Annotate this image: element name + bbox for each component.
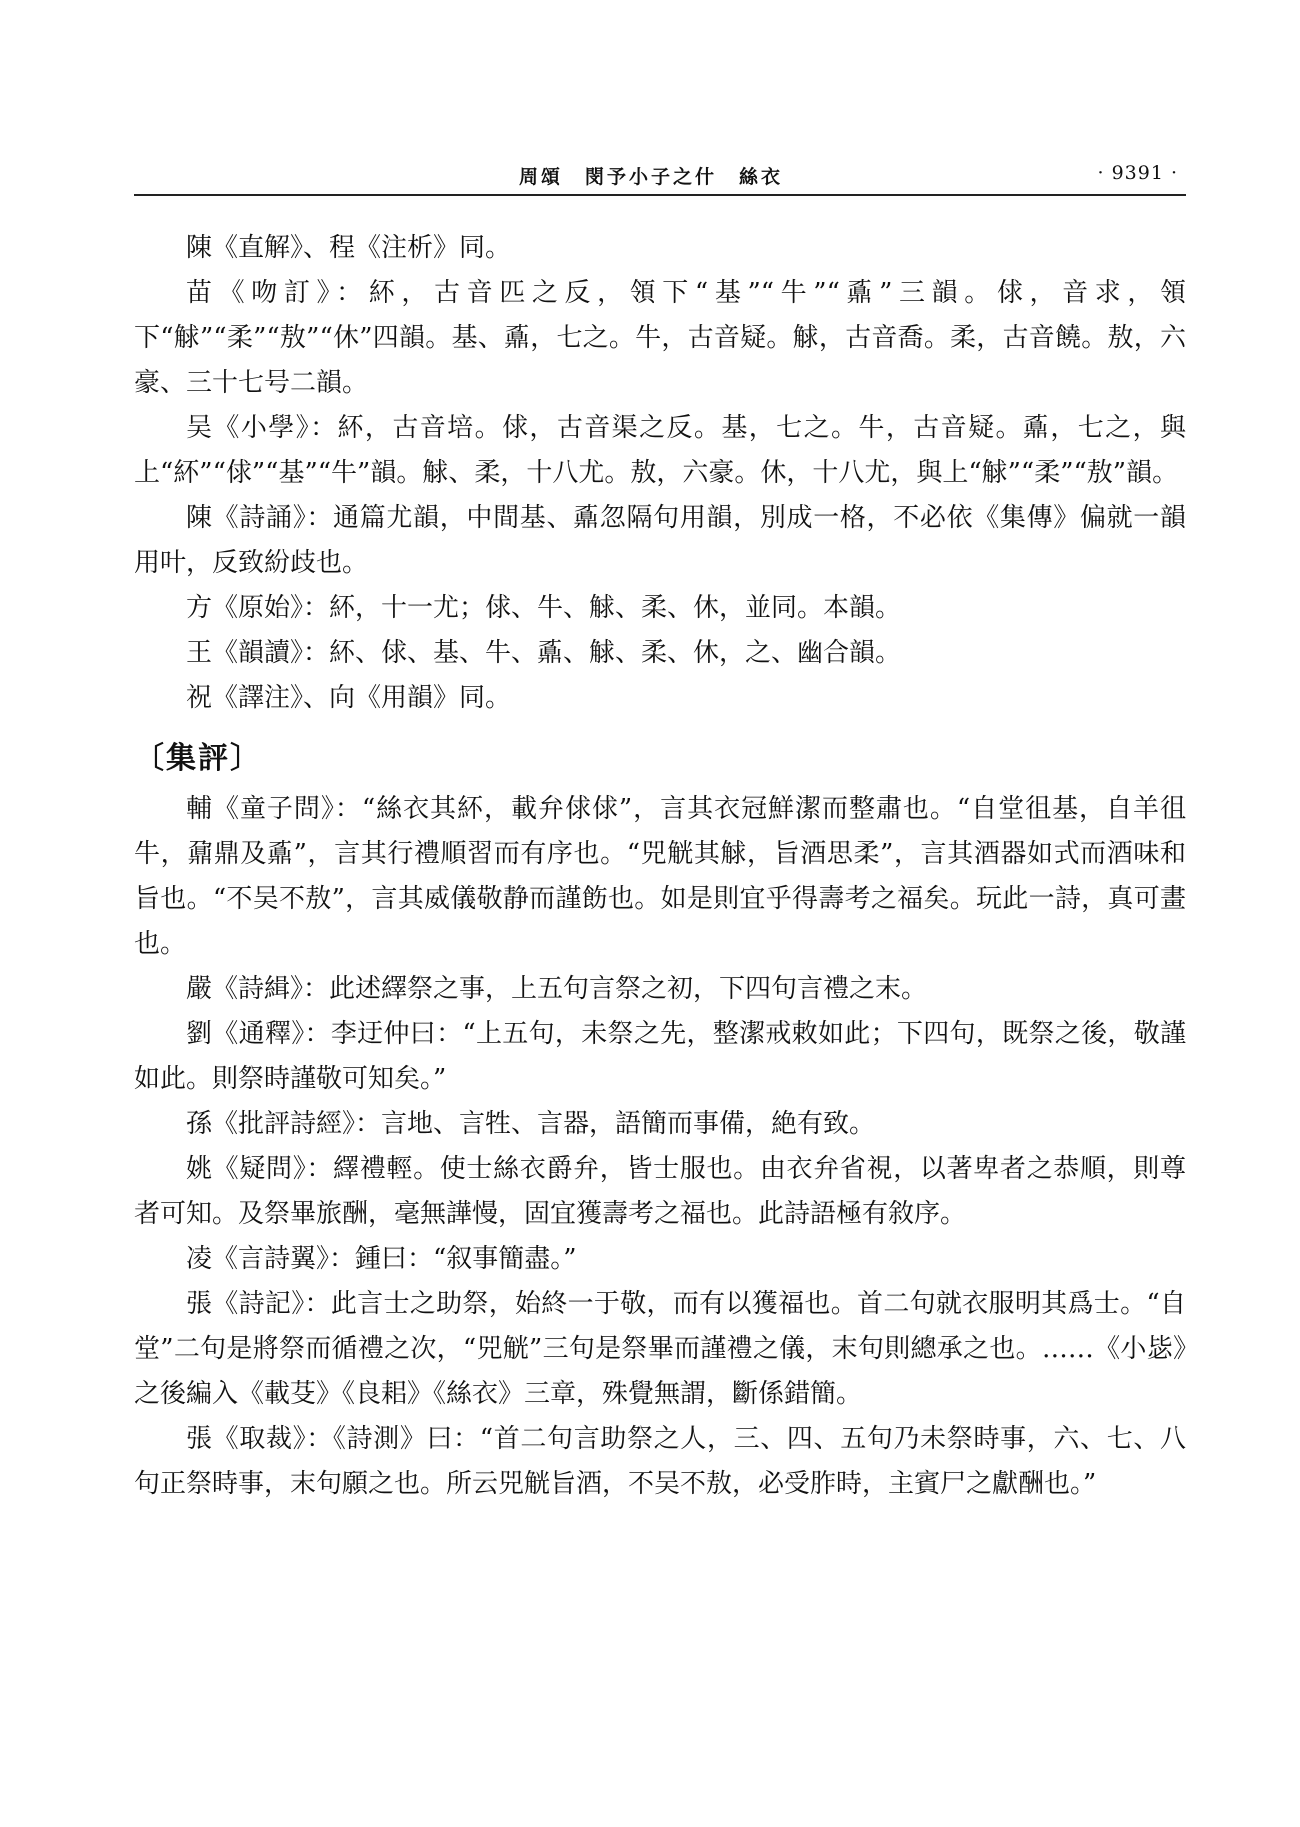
- body-text: [134, 226, 1186, 1507]
- section-title-commentary: 〔集評〕: [134, 741, 262, 776]
- rhyme-note-paragraph: 陳《詩誦》：通篇尤韻，中間基、鼒忽隔句用韻，別成一格，不必依《集傳》偏就一韻用叶，反致紛歧也。: [134, 503, 1186, 578]
- running-title: 周頌 閔予小子之什 絲衣: [519, 166, 784, 188]
- header-rule: [134, 194, 1186, 196]
- commentary-paragraph: 姚《疑問》：繹禮輕。使士絲衣爵弁，皆士服也。由衣弁省視，以著卑者之恭順，則尊者可知。及祭畢旅酬，毫無譁慢，固宜獲壽考之福也。此詩語極有敘序。: [134, 1154, 1186, 1229]
- commentary-paragraph: 張《取裁》：《詩測》曰：“首二句言助祭之人，三、四、五句乃未祭時事，六、七、八句正祭時事，末句願之也。所云兕觥旨酒，不吴不敖，必受胙時，主賓尸之獻酬也。”: [134, 1424, 1186, 1499]
- commentary-paragraph: 嚴《詩緝》：此述繹祭之事，上五句言祭之初，下四句言禮之末。: [186, 974, 928, 1004]
- rhyme-note-paragraph: 祝《譯注》、向《用韻》同。: [186, 683, 512, 713]
- page-number: · 9391 ·: [1097, 162, 1178, 184]
- rhyme-note-paragraph: 王《韻讀》：紑、俅、基、牛、鼒、觩、柔、休，之、幽合韻。: [186, 638, 902, 668]
- rhyme-note-paragraph: 方《原始》：紑，十一尤；俅、牛、觩、柔、休，並同。本韻。: [186, 593, 902, 623]
- commentary-paragraph: 劉《通釋》：李迂仲曰：“上五句，未祭之先，整潔戒敕如此；下四句，既祭之後，敬謹如此。則祭時謹敬可知矣。”: [134, 1019, 1186, 1094]
- commentary-paragraph: 張《詩記》：此言士之助祭，始終一于敬，而有以獲福也。首二句就衣服明其爲士。“自堂”二句是將祭而循禮之次，“兕觥”三句是祭畢而謹禮之儀，末句則總承之也。……《小毖》之後編入《載芟》《良耜》《絲衣》三章，殊覺無謂，斷係錯簡。: [134, 1289, 1186, 1409]
- rhyme-note-paragraph: 吴《小學》：紑，古音培。俅，古音渠之反。基，七之。牛，古音疑。鼒，七之，與上“紑”“俅”“基”“牛”韻。觩、柔，十八尤。敖，六豪。休，十八尤，與上“觩”“柔”“敖”韻。: [134, 413, 1186, 488]
- commentary-paragraph: 輔《童子問》：“絲衣其紑，載弁俅俅”，言其衣冠鮮潔而整肅也。“自堂徂基，自羊徂牛，鼐鼎及鼒”，言其行禮順習而有序也。“兕觥其觩，旨酒思柔”，言其酒器如式而酒味和旨也。“不吴不敖”，言其威儀敬静而謹飭也。如是則宜乎得壽考之福矣。玩此一詩，真可畫也。: [134, 794, 1186, 959]
- commentary-paragraph: 凌《言詩翼》：鍾曰：“叙事簡盡。”: [186, 1244, 577, 1274]
- rhyme-note-paragraph: 陳《直解》、程《注析》同。: [186, 233, 512, 263]
- commentary-paragraph: 孫《批評詩經》：言地、言牲、言器，語簡而事備，絶有致。: [186, 1109, 876, 1139]
- running-head: [134, 158, 1186, 198]
- rhyme-note-paragraph: 苗《吻訂》：紑，古音匹之反，領下“基”“牛”“鼒”三韻。俅，音求，領下“觩”“柔”“敖”“休”四韻。基、鼒，七之。牛，古音疑。觩，古音喬。柔，古音饒。敖，六豪、三十七号二韻。: [134, 278, 1186, 398]
